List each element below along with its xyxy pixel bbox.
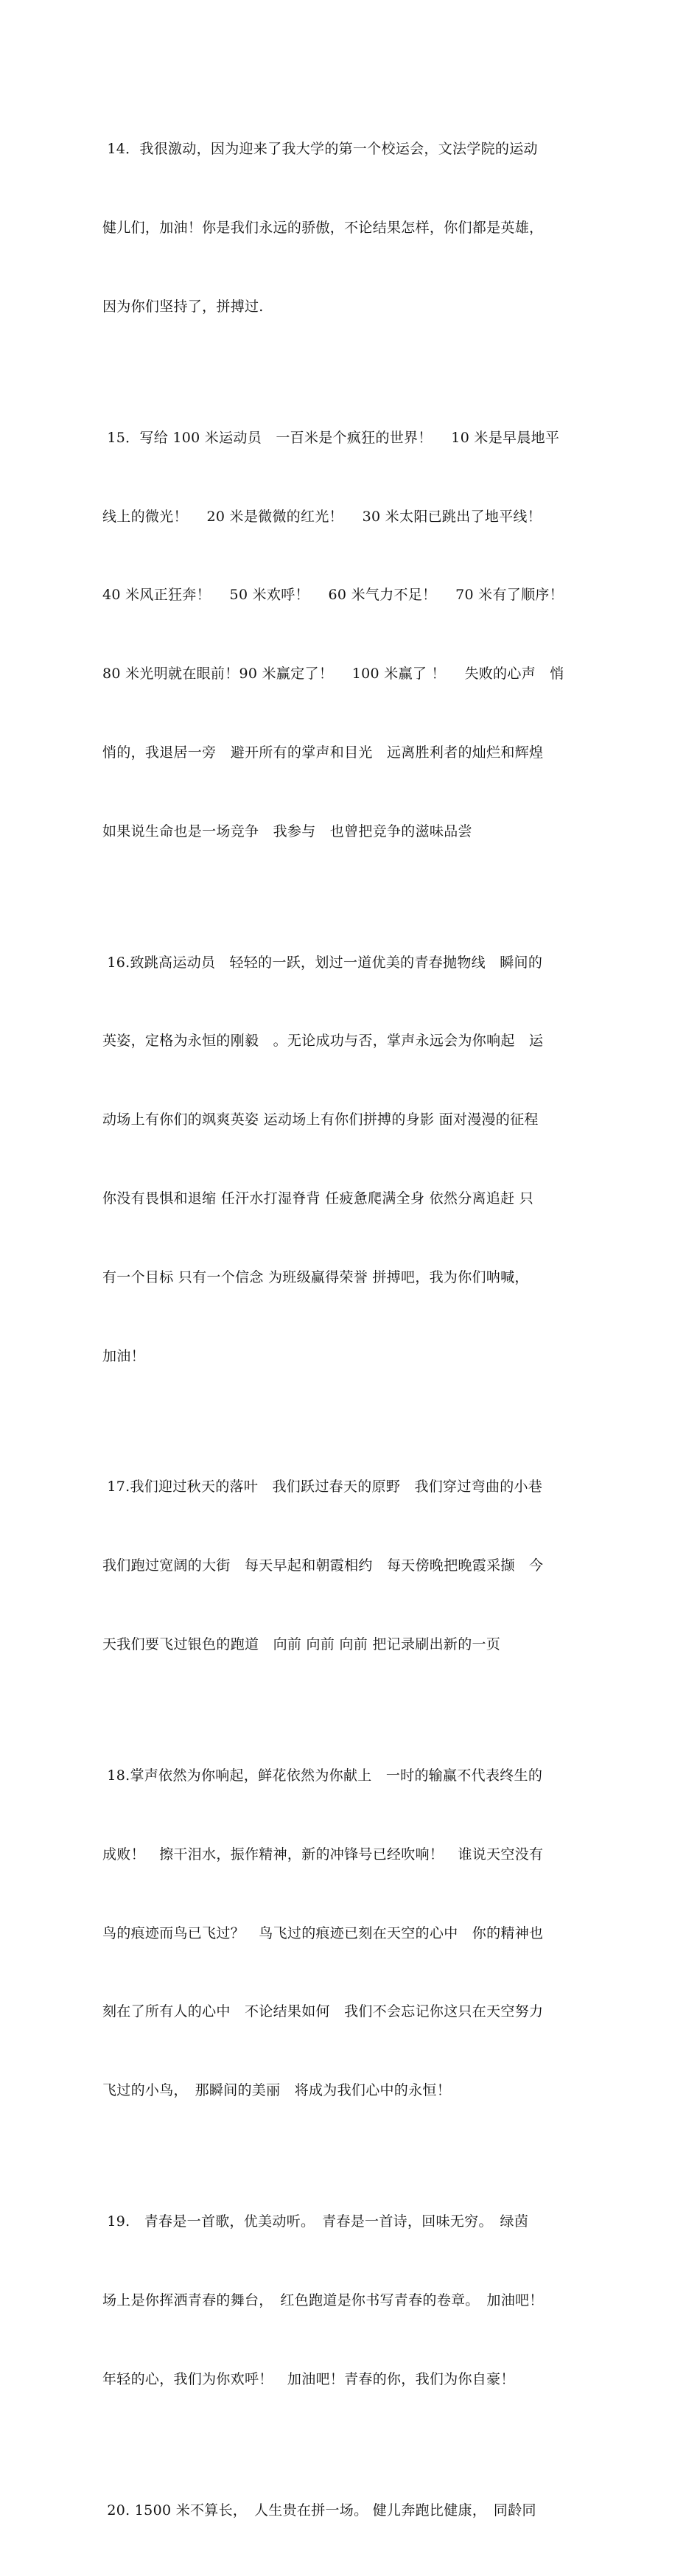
paragraph-14 bbox=[102, 84, 611, 373]
paragraph-18 bbox=[102, 1711, 611, 2157]
text-line: 40 米风正狂奔！ 50 米欢呼！ 60 米气力不足！ 70 米有了顺序！ bbox=[102, 587, 564, 604]
text-line: 如果说生命也是一场竞争 我参与 也曾把竞争的滋味品尝 bbox=[102, 823, 472, 840]
text-line: 15．写给 100 米运动员 一百米是个疯狂的世界！ 10 米是早晨地平 bbox=[102, 429, 560, 446]
paragraph-15 bbox=[102, 373, 611, 898]
paragraph-20 bbox=[102, 2445, 611, 2576]
document-body bbox=[102, 84, 611, 2576]
text-line: 天我们要飞过银色的跑道 向前 向前 向前 把记录刷出新的一页 bbox=[102, 1636, 501, 1653]
paragraph-17 bbox=[102, 1422, 611, 1711]
text-line: 年轻的心，我们为你欢呼！ 加油吧！青春的你，我们为你自豪！ bbox=[102, 2370, 515, 2387]
text-line: 线上的微光！ 20 米是微微的红光！ 30 米太阳已跳出了地平线！ bbox=[102, 508, 542, 525]
text-line: 20. 1500 米不算长， 人生贵在拼一场。 健儿奔跑比健康， 同龄同 bbox=[102, 2502, 536, 2519]
paragraph-19 bbox=[102, 2157, 611, 2446]
text-line: 你没有畏惧和退缩 任汗水打湿脊背 任疲惫爬满全身 依然分离追赶 只 bbox=[102, 1190, 534, 1207]
text-line: 动场上有你们的飒爽英姿 运动场上有你们拼搏的身影 面对漫漫的征程 bbox=[102, 1111, 539, 1128]
text-line: 17.我们迎过秋天的落叶 我们跃过春天的原野 我们穿过弯曲的小巷 bbox=[102, 1479, 543, 1495]
text-line: 有一个目标 只有一个信念 为班级赢得荣誉 拼搏吧，我为你们呐喊， bbox=[102, 1268, 529, 1285]
text-line: 飞过的小鸟， 那瞬间的美丽 将成为我们心中的永恒！ bbox=[102, 2082, 452, 2099]
text-line: 健儿们，加油！你是我们永远的骄傲，不论结果怎样，你们都是英雄， bbox=[102, 219, 544, 236]
paragraph-16 bbox=[102, 897, 611, 1422]
text-line: 16.致跳高运动员 轻轻的一跃，划过一道优美的青春抛物线 瞬间的 bbox=[102, 954, 543, 971]
text-line: 成败！ 擦干泪水，振作精神，新的冲锋号已经吹响！ 谁说天空没有 bbox=[102, 1846, 544, 1863]
text-line: 悄的，我退居一旁 避开所有的掌声和目光 远离胜利者的灿烂和辉煌 bbox=[102, 744, 544, 761]
text-line: 我们跑过宽阔的大街 每天早起和朝霞相约 每天傍晚把晚霞采撷 今 bbox=[102, 1557, 544, 1574]
text-line: 19. 青春是一首歌，优美动听。 青春是一首诗，回味无穷。 绿茵 bbox=[102, 2213, 529, 2230]
text-line: 场上是你挥洒青春的舞台， 红色跑道是你书写青春的卷章。 加油吧！ bbox=[102, 2291, 544, 2308]
text-line: 英姿，定格为永恒的刚毅 。无论成功与否，掌声永远会为你响起 运 bbox=[102, 1033, 544, 1050]
text-line: 80 米光明就在眼前！90 米赢定了！ 100 米赢了 ！ 失败的心声 悄 bbox=[102, 666, 564, 683]
text-line: 18.掌声依然为你响起，鲜花依然为你献上 一时的输赢不代表终生的 bbox=[102, 1767, 543, 1784]
text-line: 因为你们坚持了，拼搏过. bbox=[102, 298, 264, 315]
text-line: 加油！ bbox=[102, 1347, 145, 1364]
text-line: 14．我很激动，因为迎来了我大学的第一个校运会，文法学院的运动 bbox=[102, 141, 538, 158]
text-line: 刻在了所有人的心中 不论结果如何 我们不会忘记你这只在天空努力 bbox=[102, 2003, 544, 2020]
text-line: 鸟的痕迹而鸟已飞过？ 鸟飞过的痕迹已刻在天空的心中 你的精神也 bbox=[102, 1924, 544, 1941]
